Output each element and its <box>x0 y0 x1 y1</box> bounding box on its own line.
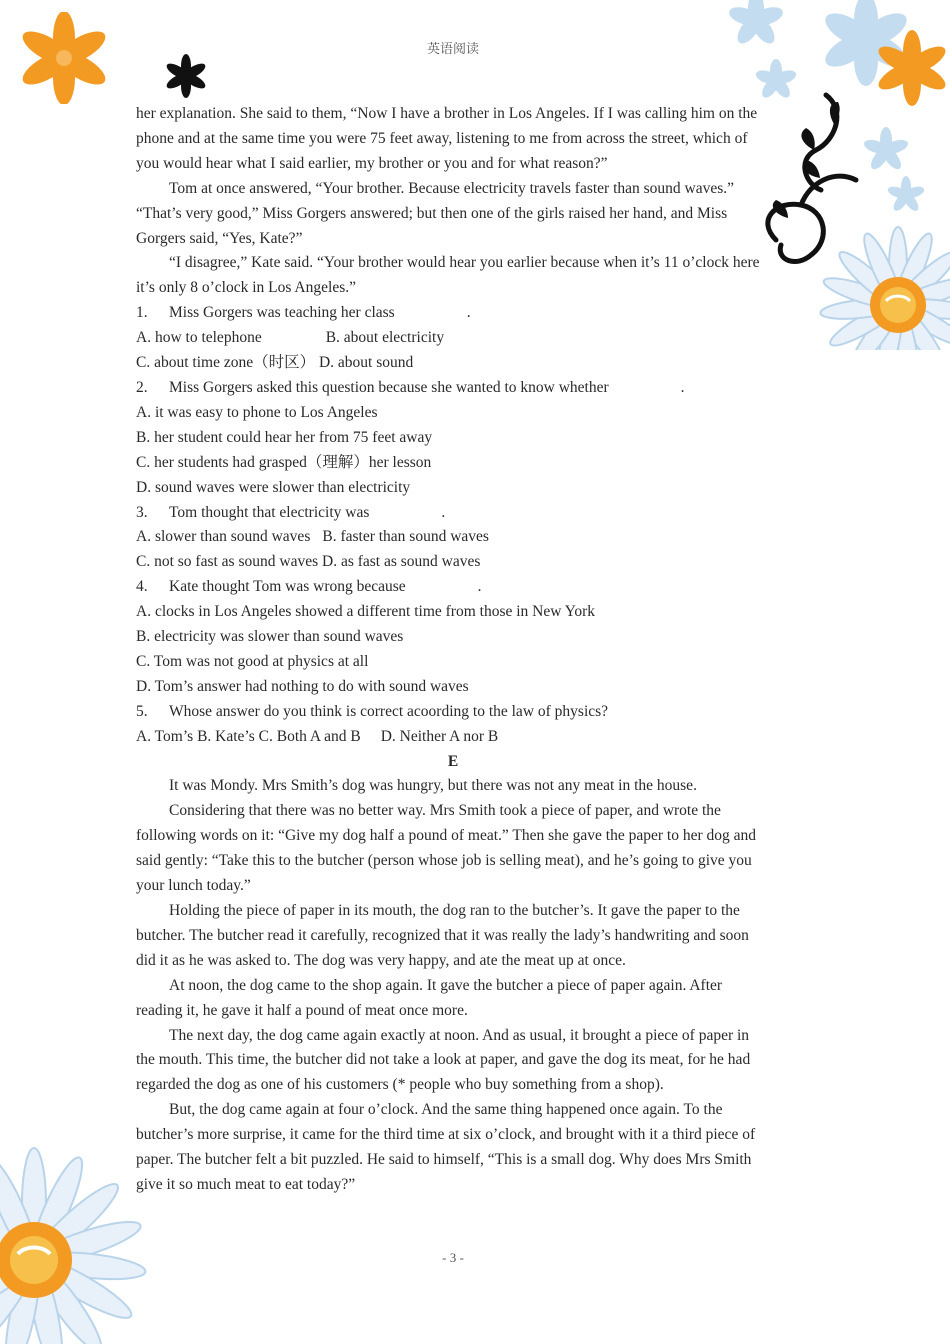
question-1: 1. Miss Gorgers was teaching her class . <box>136 301 770 326</box>
question-3-options-row-1 <box>136 525 770 550</box>
question-number: 3. <box>136 503 148 521</box>
passage-e-paragraph-6: But, the dog came again at four o’clock. And the same thing happened once again. To the butcher’s more surprise, it came for the third time at six o’clock, and brought with it a third piece of paper. The butcher felt a bit puzzled. He said to himself, “This is a small dog. Why does Mrs Smith give it so much meat to eat today?” <box>136 1101 756 1193</box>
passage-d-paragraph-3: “I disagree,” Kate said. “Your brother would hear you earlier because when it’s 11 o’clock here it’s only 8 o’clock in Los Angeles.” <box>136 254 760 297</box>
question-stem: Tom thought that electricity was <box>169 503 370 521</box>
orange-flower-top-left <box>18 12 110 104</box>
question-4: 4. Kate thought Tom was wrong because . <box>136 575 770 600</box>
question-number: 5. <box>136 702 148 720</box>
section-title-e: E <box>447 752 459 770</box>
option-d: D. sound waves were slower than electricity <box>136 478 411 496</box>
question-stem: Miss Gorgers was teaching her class <box>169 304 395 322</box>
option-a: A. slower than sound waves <box>136 528 311 546</box>
option-c: C. about time zone（时区） <box>136 354 316 372</box>
question-2: 2. Miss Gorgers asked this question because she wanted to know whether . <box>136 376 770 401</box>
option-b: B. about electricity <box>325 329 445 347</box>
option-d: D. as fast as sound waves <box>322 553 481 571</box>
option-c: C. not so fast as sound waves <box>136 553 319 571</box>
page-header-title: 英语阅读 <box>426 42 479 57</box>
question-1-options-row-2 <box>136 351 770 376</box>
passage-e-paragraph-3: Holding the piece of paper in its mouth, the dog ran to the butcher’s. It gave the paper to the butcher. The butcher read it carefully, recognized that it was really the lady’s handwriting and soon did it as he was asked to. The dog was very happy, and ate the meat up at once. <box>136 902 749 969</box>
document-body <box>136 102 770 1198</box>
question-stem: Kate thought Tom was wrong because <box>169 578 406 596</box>
question-number: 1. <box>136 304 148 322</box>
question-1-options-row-1 <box>136 326 770 351</box>
question-number: 4. <box>136 578 148 596</box>
option-c: C. Both A and B <box>258 727 361 745</box>
option-d: D. Tom’s answer had nothing to do with sound waves <box>136 677 469 695</box>
page-number: - 3 - <box>442 1250 464 1265</box>
passage-e-paragraph-1: It was Mondy. Mrs Smith’s dog was hungry, but there was not any meat in the house. <box>169 777 697 795</box>
option-a: A. it was easy to phone to Los Angeles <box>136 403 378 421</box>
question-5-options-row <box>136 725 770 750</box>
passage-d-paragraph-2: Tom at once answered, “Your brother. Because electricity travels faster than sound waves.” “That’s very good,” Miss Gorgers answered; but then one of the girls raised her hand, and Miss Gorgers said, “Yes, Kate?” <box>136 179 735 247</box>
option-a: A. how to telephone <box>136 329 262 347</box>
question-5 <box>136 700 770 725</box>
option-b: B. her student could hear her from 75 feet away <box>136 428 433 446</box>
black-flower-top-left <box>162 52 210 100</box>
option-b: B. faster than sound waves <box>322 528 489 546</box>
passage-e-paragraph-4: At noon, the dog came to the shop again. It gave the butcher a piece of paper again. After reading it, he gave it half a pound of meat once more. <box>136 976 723 1019</box>
question-number: 2. <box>136 378 148 396</box>
option-b: B. electricity was slower than sound waves <box>136 628 404 646</box>
option-a: A. clocks in Los Angeles showed a different time from those in New York <box>136 603 596 621</box>
option-c: C. Tom was not good at physics at all <box>136 652 369 670</box>
question-stem: Whose answer do you think is correct acoording to the law of physics? <box>169 702 609 720</box>
question-3-options-row-2 <box>136 550 770 575</box>
passage-e-paragraph-2: Considering that there was no better way. Mrs Smith took a piece of paper, and wrote the following words on it: “Give my dog half a pound of meat.” Then she gave the paper to her dog and said gently: “Take this to the butcher (person whose job is selling meat), and he’s going to give you your lunch today.” <box>136 802 756 895</box>
option-d: D. Neither A nor B <box>380 727 499 745</box>
option-d: D. about sound <box>318 354 414 372</box>
passage-d-paragraph-1: her explanation. She said to them, “Now I have a brother in Los Angeles. If I was calling him on the phone and at the same time you were 75 feet away, listening to me from across the street, which of you would hear what I said earlier, my brother or you and for what reason?” <box>136 105 758 172</box>
option-c: C. her students had grasped（理解）her lesson <box>136 453 432 471</box>
question-stem: Miss Gorgers asked this question because she wanted to know whether <box>169 378 609 396</box>
question-3: 3. Tom thought that electricity was . <box>136 501 770 526</box>
option-a: A. Tom’s <box>136 727 194 745</box>
passage-e-paragraph-5: The next day, the dog came again exactly at noon. And as usual, it brought a piece of paper in the mouth. This time, the butcher did not take a look at paper, and gave the dog its meat, for he had regarded the dog as one of his customers (* people who buy something from a shop). <box>136 1026 751 1094</box>
option-b: B. Kate’s <box>197 727 255 745</box>
daisy-bottom-left <box>0 1110 150 1344</box>
